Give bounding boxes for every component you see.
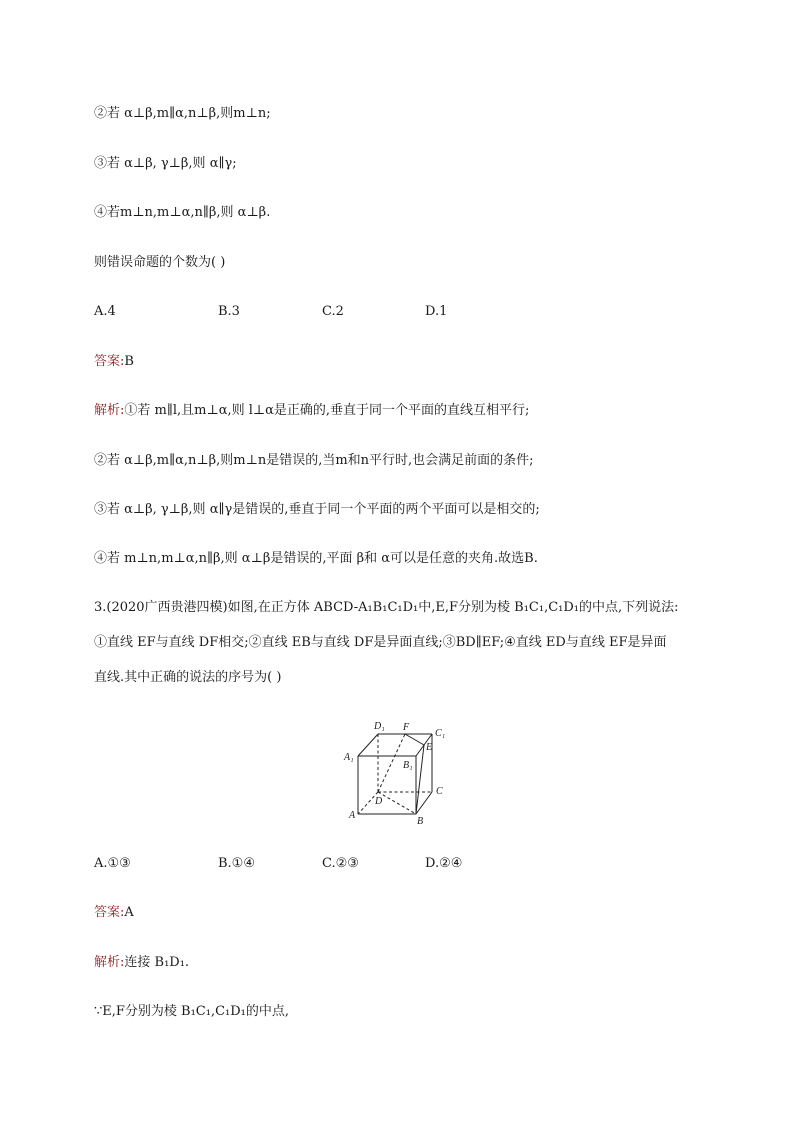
q2-answer-value: B: [124, 354, 134, 369]
q2-option-d: D.1: [425, 304, 448, 319]
cube-figure: [338, 716, 458, 826]
q3-answer-label: 答案:: [94, 905, 125, 920]
label-d: D: [375, 796, 383, 807]
segment-db-hidden: [378, 792, 416, 814]
segment-df-hidden: [378, 734, 405, 792]
q2-answer: [94, 352, 134, 372]
edge-a1d1: [358, 734, 378, 756]
label-c1: C₁: [435, 728, 446, 739]
q2-analysis-label: 解析:: [94, 403, 125, 418]
q2-analysis-1: [94, 401, 529, 421]
segment-eb: [416, 745, 424, 814]
q2-analysis-1-text: ①若 m∥l,且m⊥α,则 l⊥α是正确的,垂直于同一个平面的直线互相平行;: [124, 403, 530, 418]
q3-answer-value: A: [124, 905, 134, 920]
q3-stem-line-2: ①直线 EF与直线 DF相交;②直线 EB与直线 DF是异面直线;③BD∥EF;④直线 ED与直线 EF是异面: [94, 635, 667, 650]
q3-option-b: B.①④: [218, 856, 255, 871]
label-f: F: [403, 722, 410, 733]
label-c: C: [436, 786, 443, 797]
label-d1: D₁: [374, 721, 385, 732]
q2-analysis-3: ③若 α⊥β, γ⊥β,则 α∥γ是错误的,垂直于同一个平面的两个平面可以是相交的;: [94, 502, 540, 517]
q3-analysis-label: 解析:: [94, 955, 125, 970]
q2-question: 则错误命题的个数为( ): [94, 255, 226, 270]
label-e: E: [426, 742, 433, 753]
q3-analysis-1-text: 连接 B₁D₁.: [124, 955, 190, 970]
q3-stem-line-1: 3.(2020广西贵港四模)如图,在正方体 ABCD-A₁B₁C₁D₁中,E,F分别为棱 B₁C₁,C₁D₁的中点,下列说法:: [94, 600, 679, 615]
q2-analysis-4: ④若 m⊥n,m⊥α,n∥β,则 α⊥β是错误的,平面 β和 α可以是任意的夹角.故选B.: [94, 551, 538, 566]
label-a: A: [349, 810, 356, 821]
q2-statement-3: ③若 α⊥β, γ⊥β,则 α∥γ;: [94, 156, 237, 171]
q3-answer: [94, 903, 134, 923]
q2-analysis-2: ②若 α⊥β,m∥α,n⊥β,则m⊥n是错误的,当m和n平行时,也会满足前面的条件;: [94, 453, 534, 468]
label-b1: B₁: [403, 760, 413, 771]
q3-option-d: D.②④: [425, 856, 463, 871]
label-b: B: [417, 816, 424, 826]
q2-statement-2: ②若 α⊥β,m∥α,n⊥β,则m⊥n;: [94, 106, 271, 121]
q3-option-c: C.②③: [322, 856, 359, 871]
segment-ef: [405, 734, 424, 745]
q3-analysis-1: [94, 953, 189, 973]
q2-option-a: A.4: [94, 304, 116, 319]
q3-option-a: A.①③: [94, 856, 131, 871]
q3-stem-line-3: 直线.其中正确的说法的序号为( ): [94, 670, 282, 685]
q2-statement-4: ④若m⊥n,m⊥α,n∥β,则 α⊥β.: [94, 205, 271, 220]
label-a1: A₁: [344, 752, 354, 763]
q2-answer-label: 答案:: [94, 354, 125, 369]
q3-analysis-2: ∵E,F分别为棱 B₁C₁,C₁D₁的中点,: [94, 1004, 290, 1019]
q2-option-b: B.3: [218, 304, 240, 319]
q2-option-c: C.2: [322, 304, 344, 319]
